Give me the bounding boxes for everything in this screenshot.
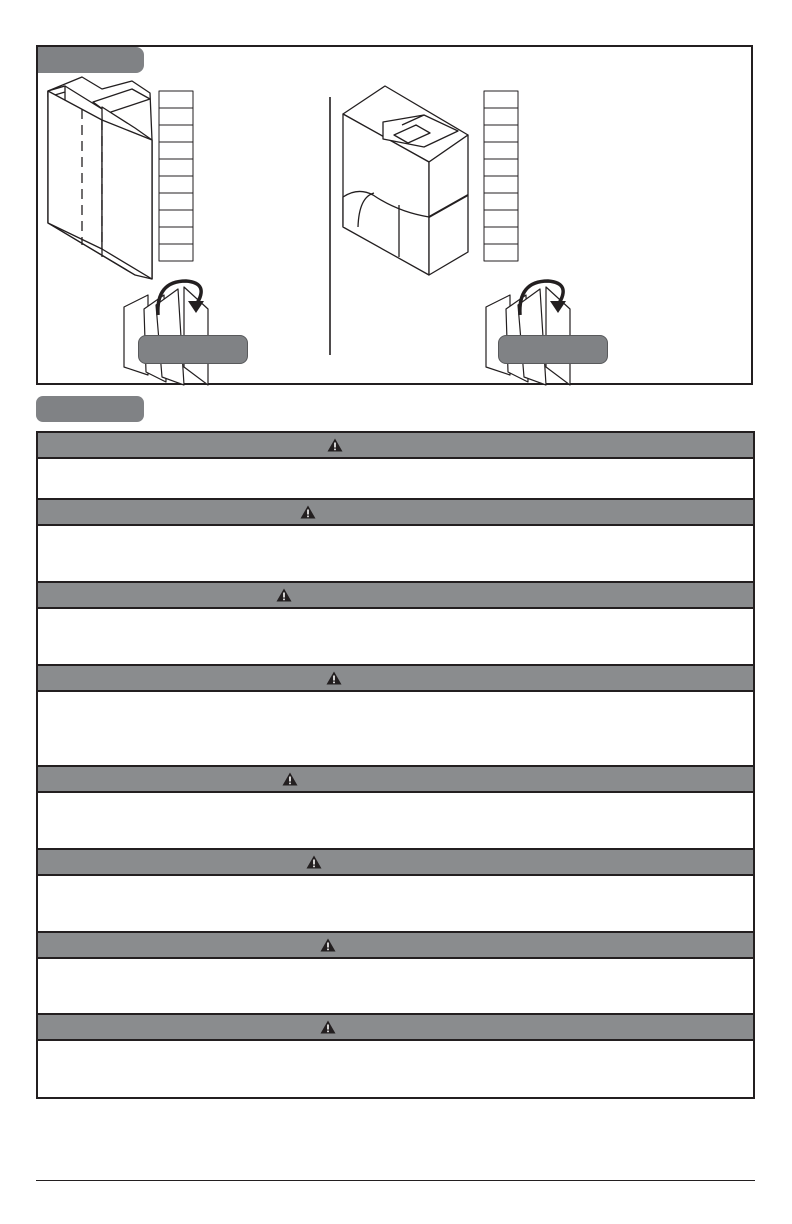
page-turn-icon-left [124, 281, 208, 385]
warning-header [38, 500, 753, 526]
warning-block [38, 500, 753, 583]
box-drawing [343, 86, 468, 275]
warning-triangle-icon [282, 772, 298, 786]
warning-header [38, 933, 753, 959]
warnings-table [36, 431, 755, 1099]
right-grid [484, 91, 518, 261]
warning-body [38, 526, 753, 583]
warning-triangle-icon [327, 438, 343, 452]
left-caption-pill [138, 335, 248, 364]
footer-rule [36, 1180, 755, 1181]
warning-header [38, 1015, 753, 1041]
warning-header [38, 583, 753, 609]
warning-header [38, 850, 753, 876]
warning-triangle-icon [300, 505, 316, 519]
warning-triangle-icon [320, 1020, 336, 1034]
warning-block [38, 433, 753, 500]
warning-body [38, 876, 753, 933]
warning-header [38, 666, 753, 692]
warning-block [38, 850, 753, 933]
warning-body [38, 793, 753, 850]
figure-box [36, 45, 753, 385]
warning-triangle-icon [326, 671, 342, 685]
warning-block [38, 583, 753, 666]
folded-sheet-drawing [48, 77, 152, 279]
warning-header [38, 433, 753, 459]
warning-header [38, 767, 753, 793]
warning-block [38, 933, 753, 1015]
warning-body [38, 459, 753, 500]
warning-block [38, 767, 753, 850]
warning-body [38, 959, 753, 1015]
warning-triangle-icon [276, 588, 292, 602]
warning-body [38, 692, 753, 767]
warning-block [38, 1015, 753, 1097]
page-turn-icon-right [486, 281, 570, 385]
left-grid [159, 91, 193, 261]
warning-body [38, 1041, 753, 1097]
warning-body [38, 609, 753, 666]
warning-triangle-icon [306, 855, 322, 869]
warning-triangle-icon [320, 938, 336, 952]
right-caption-pill [498, 335, 608, 364]
section-tab [36, 396, 144, 422]
warning-block [38, 666, 753, 767]
